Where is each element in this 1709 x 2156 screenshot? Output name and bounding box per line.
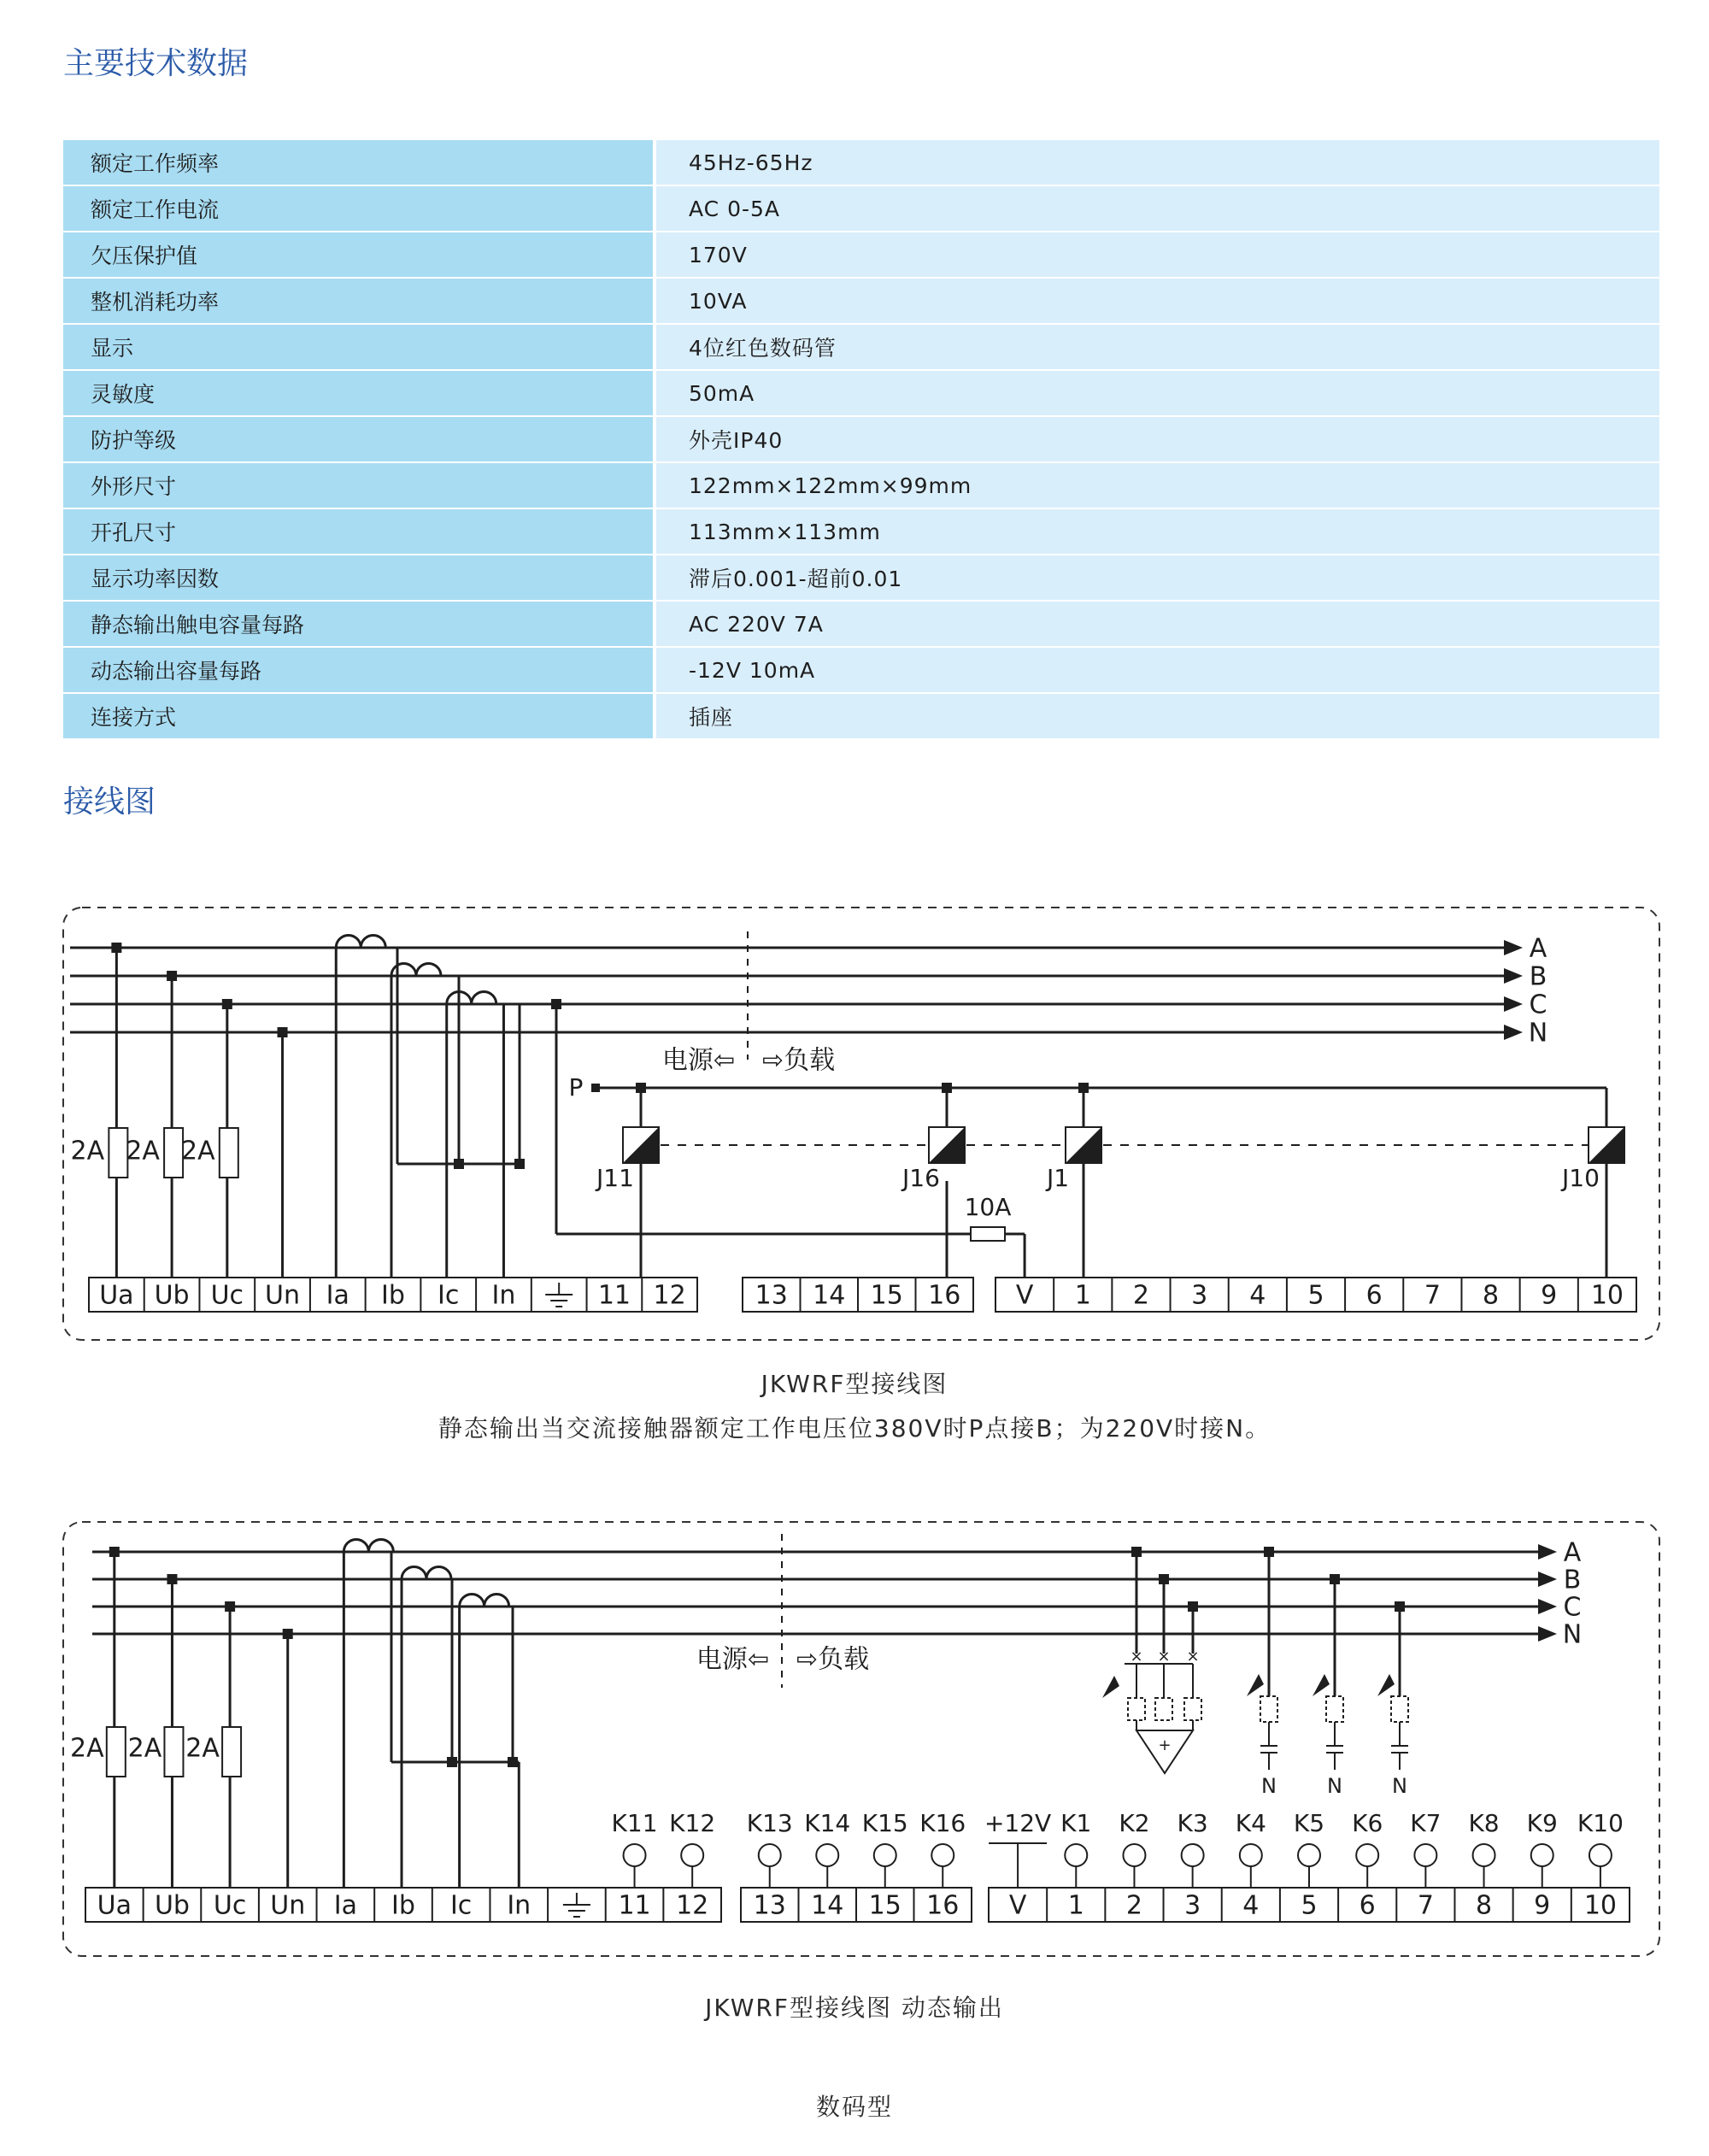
scr-arrow [1102, 1676, 1119, 1698]
terminal-label: 5 [1301, 1890, 1318, 1921]
spec-value: 4位红色数码管 [655, 324, 1659, 370]
terminal-label: Ic [438, 1280, 460, 1311]
junction-dot [167, 971, 177, 981]
output-label: K1 [1060, 1809, 1092, 1837]
bus-label-A: A [1529, 933, 1547, 964]
current-transformer [336, 936, 385, 949]
terminal-label: 6 [1365, 1280, 1383, 1311]
fuse-label: 2A [185, 1733, 220, 1764]
terminal-label: 15 [868, 1890, 901, 1921]
spec-row [63, 555, 1659, 601]
spec-value: 外壳IP40 [655, 416, 1659, 462]
thyristor-symbol [1128, 1698, 1145, 1720]
product-type-label: 数码型 [815, 2093, 893, 2121]
bus-label-N: N [1528, 1018, 1548, 1049]
spec-name: 显示功率因数 [63, 555, 655, 601]
scr-switch-mark: × [1130, 1648, 1143, 1665]
terminal-label: Ib [381, 1280, 405, 1311]
terminal-label: 9 [1534, 1890, 1551, 1921]
fuse [164, 1727, 183, 1777]
terminal-label: In [507, 1890, 531, 1921]
junction-dot [225, 1601, 235, 1612]
bus-label-N: N [1562, 1619, 1583, 1650]
output-terminal-circle [874, 1844, 896, 1866]
terminal-label: Ub [154, 1280, 190, 1311]
spec-name: 连接方式 [63, 693, 655, 739]
bus-label-C: C [1529, 990, 1547, 1020]
junction-dot [278, 1027, 288, 1037]
scr-switch-mark: × [1186, 1648, 1200, 1665]
spec-value: 45Hz-65Hz [655, 140, 1659, 185]
junction-dot [454, 1159, 464, 1169]
spec-name: 动态输出容量每路 [63, 647, 655, 693]
output-label: K2 [1119, 1809, 1150, 1837]
spec-table [63, 140, 1659, 740]
terminal-label: 11 [618, 1890, 651, 1921]
junction-dot [222, 999, 232, 1009]
output-label: K3 [1177, 1809, 1208, 1837]
fuse-label: 2A [181, 1136, 215, 1166]
wiring-diagram-dynamic [0, 1517, 1709, 1978]
wiring-diagram-static [0, 906, 1709, 1350]
scr-arrow [1247, 1674, 1264, 1696]
terminal-label: 12 [676, 1890, 709, 1921]
output-label: K9 [1526, 1809, 1558, 1837]
terminal-label: Un [265, 1280, 301, 1311]
output-terminal-circle [1531, 1844, 1553, 1866]
output-terminal-circle [1298, 1844, 1320, 1866]
diagram-border [63, 908, 1659, 1340]
spec-row [63, 278, 1659, 324]
output-terminal-circle [759, 1844, 781, 1866]
output-terminal-circle [1356, 1844, 1378, 1866]
terminal-label: Ia [333, 1890, 357, 1921]
output-label: K15 [861, 1809, 908, 1837]
fuse [107, 1727, 126, 1777]
neutral-label: N [1261, 1774, 1277, 1798]
terminal-label: Ua [97, 1890, 132, 1921]
terminal-label: Un [270, 1890, 306, 1921]
bus-label-A: A [1563, 1537, 1582, 1568]
bus-arrow [1504, 940, 1523, 955]
current-transformer [391, 964, 441, 977]
spec-value: 170V [655, 232, 1659, 278]
spec-value: 113mm×113mm [655, 508, 1659, 555]
terminal-label: 2 [1125, 1890, 1143, 1921]
fuse-10a [971, 1227, 1005, 1241]
terminal-label: 11 [597, 1280, 631, 1311]
spec-row [63, 508, 1659, 555]
junction-dot [283, 1629, 293, 1639]
scr-arrow [1313, 1674, 1330, 1696]
spec-name: 开孔尺寸 [63, 508, 655, 555]
terminal-label: 3 [1184, 1890, 1201, 1921]
bus-label-B: B [1563, 1565, 1582, 1595]
current-transformer [460, 1595, 509, 1607]
terminal-label: 8 [1482, 1280, 1500, 1311]
spec-value: 滞后0.001-超前0.01 [655, 555, 1659, 601]
rectifier-plus-mark: + [1158, 1736, 1172, 1754]
spec-row [63, 647, 1659, 693]
spec-row [63, 601, 1659, 647]
terminal-label: Ib [391, 1890, 415, 1921]
fuse-label: 2A [70, 1733, 104, 1764]
junction-dot [447, 1757, 457, 1767]
terminal-label: 6 [1359, 1890, 1376, 1921]
spec-value: AC 0-5A [655, 185, 1659, 232]
spec-value: AC 220V 7A [655, 601, 1659, 647]
spec-row [63, 324, 1659, 370]
current-transformer [402, 1567, 451, 1580]
bus-arrow [1504, 996, 1523, 1012]
junction-dot [111, 943, 121, 953]
spec-value: 50mA [655, 370, 1659, 416]
spec-name: 欠压保护值 [63, 232, 655, 278]
output-terminal-circle [1414, 1844, 1436, 1866]
spec-value: 122mm×122mm×99mm [655, 462, 1659, 508]
scr-switch-mark: × [1157, 1648, 1171, 1665]
output-label: K7 [1410, 1809, 1442, 1837]
relay-label-J11: J11 [596, 1164, 634, 1192]
fuse-label: 2A [127, 1733, 162, 1764]
terminal-label: 14 [811, 1890, 844, 1921]
thyristor-symbol [1155, 1698, 1172, 1720]
fuse [220, 1128, 238, 1178]
terminal-label: 4 [1249, 1280, 1266, 1311]
spec-name: 整机消耗功率 [63, 278, 655, 324]
terminal-label: Ic [449, 1890, 473, 1921]
terminal-label: 3 [1191, 1280, 1208, 1311]
fuse-label: 2A [70, 1136, 105, 1166]
spec-name: 灵敏度 [63, 370, 655, 416]
output-label: K5 [1293, 1809, 1325, 1837]
terminal-label: 5 [1307, 1280, 1324, 1311]
terminal-label: Ia [326, 1280, 349, 1311]
bus-arrow [1504, 968, 1523, 984]
output-terminal-circle [931, 1844, 954, 1866]
terminal-label: Ua [99, 1280, 134, 1311]
thyristor-symbol [1326, 1696, 1343, 1722]
terminal-label: 1 [1074, 1280, 1091, 1311]
current-transformer [344, 1540, 393, 1553]
source-label: 电源⇦ [661, 1045, 735, 1076]
diagram1-caption: JKWRF型接线图 [761, 1370, 948, 1398]
terminal-label: 13 [753, 1890, 786, 1921]
bus-arrow [1538, 1626, 1557, 1642]
relay-label-J16: J16 [902, 1164, 940, 1192]
spec-name: 防护等级 [63, 416, 655, 462]
output-label: K8 [1468, 1809, 1500, 1837]
spec-row [63, 462, 1659, 508]
terminal-label: 2 [1132, 1280, 1150, 1311]
spec-row [63, 416, 1659, 462]
output-terminal-circle [1123, 1844, 1145, 1866]
junction-dot [167, 1574, 177, 1584]
fuse-label: 2A [126, 1136, 160, 1166]
junction-dot [109, 1547, 120, 1557]
terminal-label: V [1015, 1280, 1034, 1311]
terminal-label: 4 [1242, 1890, 1260, 1921]
spec-name: 额定工作频率 [63, 140, 655, 185]
output-label: K6 [1352, 1809, 1383, 1837]
output-terminal-circle [816, 1844, 838, 1866]
spec-value: 10VA [655, 278, 1659, 324]
spec-row [63, 232, 1659, 278]
spec-name: 外形尺寸 [63, 462, 655, 508]
relay-label-J1: J1 [1046, 1164, 1070, 1192]
terminal-label: 16 [928, 1280, 961, 1311]
output-label: K10 [1577, 1809, 1624, 1837]
thyristor-symbol [1184, 1698, 1201, 1720]
spec-name: 显示 [63, 324, 655, 370]
spec-row [63, 185, 1659, 232]
terminal-label: 16 [926, 1890, 960, 1921]
bus-arrow [1538, 1599, 1557, 1614]
output-label: K13 [746, 1809, 793, 1837]
p-label: P [568, 1073, 584, 1101]
fuse [109, 1128, 127, 1178]
fuse [164, 1128, 183, 1178]
terminal-label: Uc [213, 1890, 247, 1921]
output-terminal-circle [1589, 1844, 1612, 1866]
output-terminal-circle [1065, 1844, 1087, 1866]
fuse [222, 1727, 241, 1777]
thyristor-symbol [1260, 1696, 1277, 1722]
supply-label: +12V [984, 1809, 1052, 1837]
output-terminal-circle [681, 1844, 703, 1866]
terminal-label: 1 [1067, 1890, 1084, 1921]
spec-row [63, 370, 1659, 416]
terminal-label: 8 [1475, 1890, 1493, 1921]
section-title-wiring: 接线图 [63, 784, 156, 820]
terminal-label: 10 [1583, 1890, 1618, 1921]
thyristor-symbol [1391, 1696, 1408, 1722]
spec-row [63, 693, 1659, 739]
terminal-label: V [1008, 1890, 1027, 1921]
terminal-label: Uc [210, 1280, 244, 1311]
junction-dot [508, 1757, 518, 1767]
terminal-label: Ub [154, 1890, 190, 1921]
output-label: K14 [804, 1809, 851, 1837]
bus-label-B: B [1529, 961, 1547, 992]
output-label: K16 [919, 1809, 966, 1837]
current-transformer [447, 992, 496, 1005]
output-label: K12 [669, 1809, 716, 1837]
spec-name: 静态输出触电容量每路 [63, 601, 655, 647]
spec-value: -12V 10mA [655, 647, 1659, 693]
neutral-label: N [1392, 1774, 1407, 1798]
bus-arrow [1504, 1025, 1523, 1040]
output-label: K11 [611, 1809, 658, 1837]
bus-label-C: C [1563, 1592, 1582, 1623]
spec-value: 插座 [655, 693, 1659, 739]
bus-arrow [1538, 1544, 1557, 1560]
fuse-10a-label: 10A [964, 1193, 1012, 1221]
output-terminal-circle [1182, 1844, 1204, 1866]
spec-name: 额定工作电流 [63, 185, 655, 232]
spec-row [63, 140, 1659, 185]
output-terminal-circle [1240, 1844, 1262, 1866]
terminal-label: 15 [870, 1280, 903, 1311]
scr-arrow [1377, 1674, 1395, 1696]
terminal-label: 13 [755, 1280, 788, 1311]
output-terminal-circle [1473, 1844, 1495, 1866]
load-label: ⇨负载 [796, 1644, 870, 1675]
bus-arrow [1538, 1571, 1557, 1587]
section-title-specs: 主要技术数据 [63, 46, 249, 81]
terminal-label: 10 [1590, 1280, 1624, 1311]
output-label: K4 [1235, 1809, 1266, 1837]
terminal-label: 7 [1424, 1280, 1441, 1311]
terminal-label: 9 [1541, 1280, 1558, 1311]
relay-label-J10: J10 [1562, 1164, 1600, 1192]
terminal-label: 7 [1417, 1890, 1434, 1921]
diagram2-caption: JKWRF型接线图 动态输出 [705, 1994, 1004, 2022]
load-label: ⇨负载 [762, 1045, 836, 1076]
neutral-label: N [1327, 1774, 1342, 1798]
terminal-label: 12 [653, 1280, 686, 1311]
source-label: 电源⇦ [696, 1644, 769, 1675]
output-terminal-circle [624, 1844, 646, 1866]
terminal-label: In [491, 1280, 516, 1311]
diagram1-note: 静态输出当交流接触器额定工作电压位380V时P点接B；为220V时接N。 [438, 1414, 1271, 1442]
terminal-label: 14 [813, 1280, 846, 1311]
